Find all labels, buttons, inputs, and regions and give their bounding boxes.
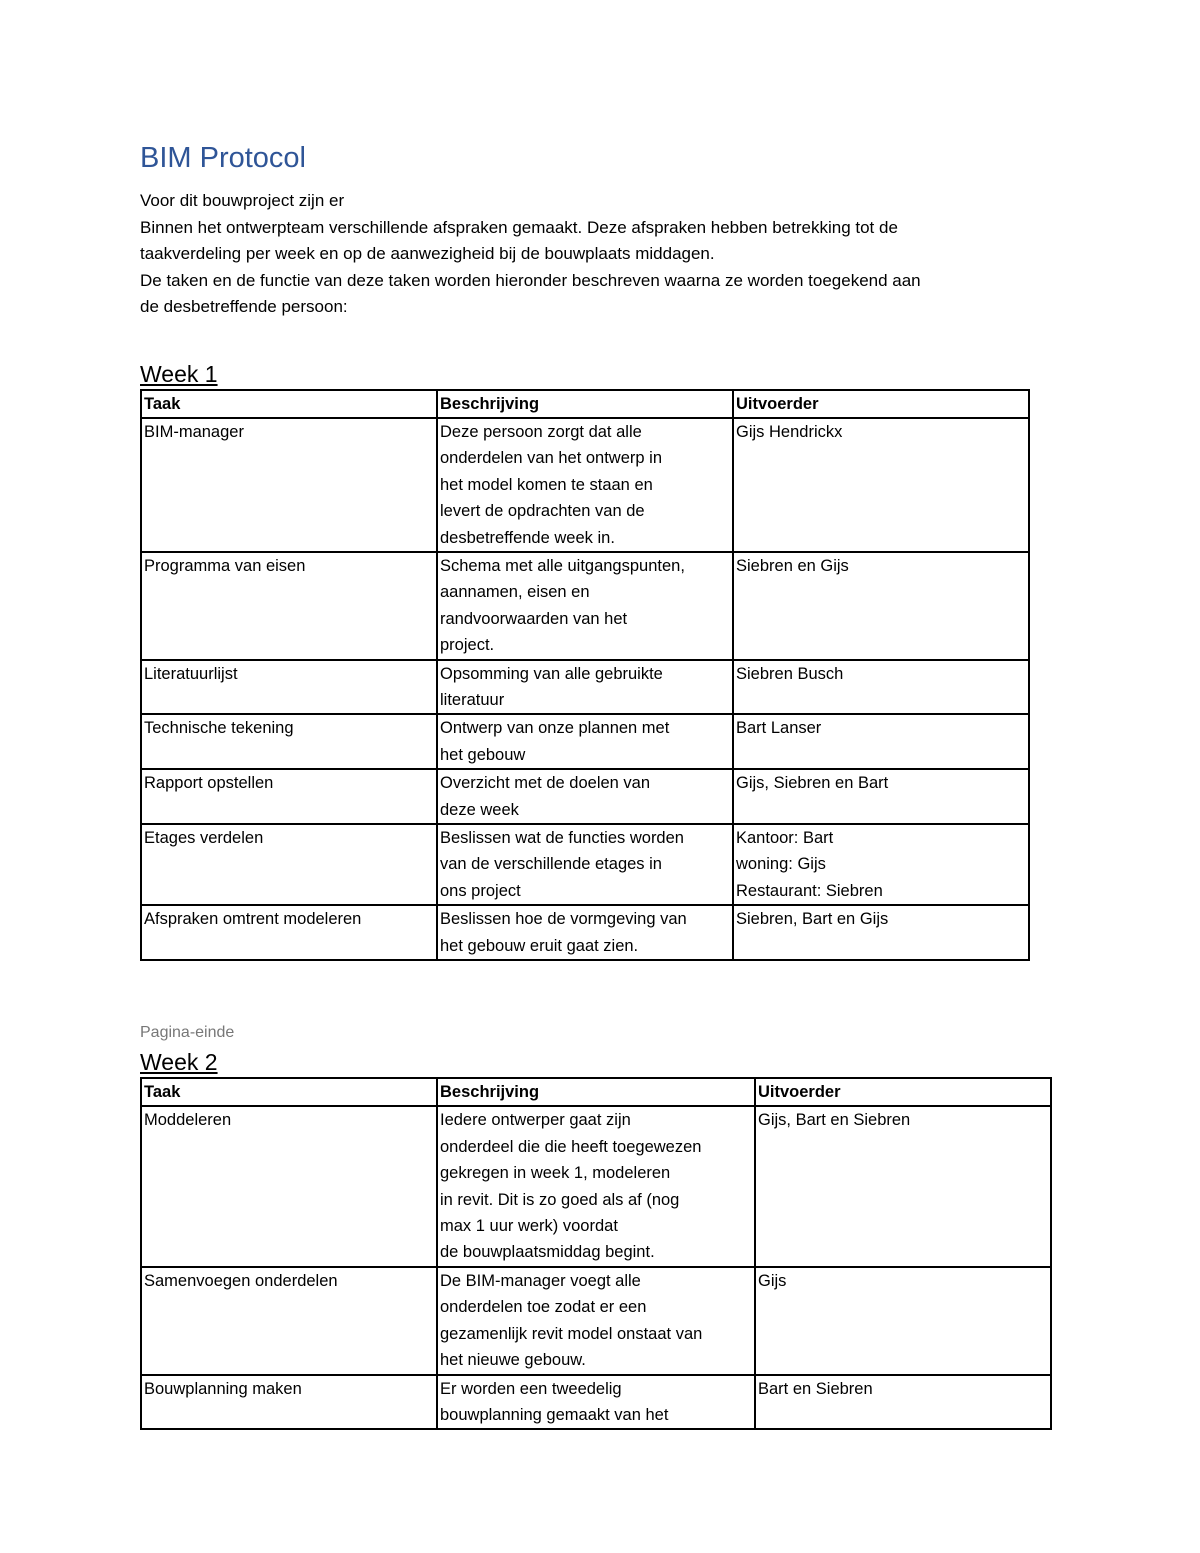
cell-uitvoerder bbox=[733, 769, 1029, 824]
cell-text-line: onderdelen van het ontwerp in bbox=[440, 449, 662, 468]
cell-text-line: Beslissen hoe de vormgeving van bbox=[440, 910, 687, 929]
cell-uitvoerder bbox=[733, 714, 1029, 769]
cell-text-line: De BIM-manager voegt alle bbox=[440, 1271, 641, 1290]
cell-text-line: max 1 uur werk) voordat bbox=[440, 1217, 618, 1236]
page-break-label: Pagina-einde bbox=[140, 1024, 235, 1042]
table-row bbox=[141, 1267, 1051, 1375]
cell-text-line: het model komen te staan en bbox=[440, 475, 653, 494]
cell-text-line: bouwplanning gemaakt van het bbox=[440, 1405, 669, 1424]
cell-text-line: Moddeleren bbox=[144, 1111, 232, 1130]
cell-uitvoerder bbox=[733, 824, 1029, 905]
cell-text-line: van de verschillende etages in bbox=[440, 855, 662, 874]
week1-table bbox=[140, 389, 1030, 962]
cell-uitvoerder bbox=[733, 905, 1029, 960]
cell-text-line: Schema met alle uitgangspunten, bbox=[440, 556, 685, 575]
intro-line: Binnen het ontwerpteam verschillende afspraken gemaakt. Deze afspraken hebben betrekking tot de bbox=[140, 217, 898, 237]
cell-text-line: Gijs, Bart en Siebren bbox=[758, 1111, 911, 1130]
table-row bbox=[141, 905, 1029, 960]
cell-text-line: BIM-manager bbox=[144, 422, 244, 441]
cell-taak bbox=[141, 660, 437, 715]
cell-text-line: de bouwplaatsmiddag begint. bbox=[440, 1243, 655, 1262]
cell-beschrijving bbox=[437, 552, 733, 660]
header-beschrijving: Beschrijving bbox=[437, 390, 733, 418]
table-row bbox=[141, 552, 1029, 660]
cell-text-line: Etages verdelen bbox=[144, 829, 264, 847]
cell-text-line: Bart en Siebren bbox=[758, 1379, 873, 1398]
document-page bbox=[140, 138, 1060, 1430]
table-row bbox=[141, 769, 1029, 824]
cell-taak bbox=[141, 1267, 437, 1375]
table-header-row bbox=[141, 390, 1029, 418]
cell-text-line: Samenvoegen onderdelen bbox=[144, 1271, 338, 1290]
cell-text-line: Bouwplanning maken bbox=[144, 1379, 302, 1398]
cell-text-line: woning: Gijs bbox=[736, 855, 826, 874]
cell-text-line: Rapport opstellen bbox=[144, 774, 274, 793]
header-uitvoerder: Uitvoerder bbox=[733, 390, 1029, 418]
cell-text-line: Ontwerp van onze plannen met bbox=[440, 719, 670, 738]
cell-beschrijving bbox=[437, 1267, 755, 1375]
cell-text-line: Kantoor: Bart bbox=[736, 829, 834, 847]
cell-text-line: gezamenlijk revit model onstaat van bbox=[440, 1324, 703, 1343]
cell-text-line: Deze persoon zorgt dat alle bbox=[440, 422, 642, 441]
cell-beschrijving bbox=[437, 824, 733, 905]
cell-text-line: Bart Lanser bbox=[736, 719, 822, 738]
cell-text-line: randvoorwaarden van het bbox=[440, 609, 628, 628]
cell-text-line: onderdelen toe zodat er een bbox=[440, 1298, 647, 1317]
intro-line: taakverdeling per week en op de aanwezigheid bij de bouwplaats middagen. bbox=[140, 244, 715, 263]
cell-text-line: het nieuwe gebouw. bbox=[440, 1351, 586, 1370]
cell-uitvoerder bbox=[755, 1106, 1051, 1266]
cell-text-line: gekregen in week 1, modeleren bbox=[440, 1164, 671, 1183]
cell-text-line: Literatuurlijst bbox=[144, 664, 238, 683]
cell-beschrijving bbox=[437, 1106, 755, 1266]
cell-beschrijving bbox=[437, 418, 733, 552]
header-beschrijving: Beschrijving bbox=[437, 1078, 755, 1106]
week2-heading: Week 2 bbox=[140, 1049, 218, 1076]
intro-line: de desbetreffende persoon: bbox=[140, 297, 348, 316]
cell-taak bbox=[141, 714, 437, 769]
cell-taak bbox=[141, 418, 437, 552]
header-uitvoerder: Uitvoerder bbox=[755, 1078, 1051, 1106]
cell-uitvoerder bbox=[755, 1267, 1051, 1375]
cell-beschrijving bbox=[437, 714, 733, 769]
cell-taak bbox=[141, 1106, 437, 1266]
cell-beschrijving bbox=[437, 769, 733, 824]
cell-text-line: Gijs, Siebren en Bart bbox=[736, 774, 889, 793]
cell-text-line: literatuur bbox=[440, 690, 505, 709]
cell-beschrijving bbox=[437, 660, 733, 715]
cell-text-line: Gijs bbox=[758, 1271, 787, 1290]
cell-text-line: Gijs Hendrickx bbox=[736, 422, 843, 441]
cell-taak bbox=[141, 552, 437, 660]
cell-text-line: Siebren en Gijs bbox=[736, 556, 849, 575]
cell-taak bbox=[141, 905, 437, 960]
cell-text-line: het gebouw bbox=[440, 745, 526, 764]
cell-text-line: Beslissen wat de functies worden bbox=[440, 829, 684, 847]
header-taak: Taak bbox=[141, 1078, 437, 1106]
intro-line: De taken en de functie van deze taken worden hieronder beschreven waarna ze worden toegekend aan bbox=[140, 270, 921, 290]
cell-text-line: Overzicht met de doelen van bbox=[440, 774, 651, 793]
cell-text-line: project. bbox=[440, 636, 495, 655]
cell-text-line: onderdeel die die heeft toegewezen bbox=[440, 1137, 702, 1156]
week1-heading: Week 1 bbox=[140, 360, 218, 387]
cell-text-line: in revit. Dit is zo goed als af (nog bbox=[440, 1190, 680, 1209]
cell-text-line: het gebouw eruit gaat zien. bbox=[440, 936, 639, 955]
table-row bbox=[141, 418, 1029, 552]
cell-text-line: Er worden een tweedelig bbox=[440, 1379, 622, 1398]
cell-text-line: Technische tekening bbox=[144, 719, 294, 738]
cell-taak bbox=[141, 824, 437, 905]
cell-beschrijving bbox=[437, 1375, 755, 1430]
cell-text-line: Programma van eisen bbox=[144, 556, 306, 575]
header-taak: Taak bbox=[141, 390, 437, 418]
cell-beschrijving bbox=[437, 905, 733, 960]
cell-text-line: Siebren, Bart en Gijs bbox=[736, 910, 889, 929]
intro-line: Voor dit bouwproject zijn er bbox=[140, 191, 345, 210]
cell-text-line: levert de opdrachten van de bbox=[440, 502, 645, 521]
cell-text-line: Siebren Busch bbox=[736, 664, 844, 683]
cell-uitvoerder bbox=[733, 552, 1029, 660]
intro-text bbox=[140, 188, 1060, 321]
table-row bbox=[141, 660, 1029, 715]
table-row bbox=[141, 824, 1029, 905]
table-row bbox=[141, 714, 1029, 769]
week2-table bbox=[140, 1077, 1052, 1430]
table-row bbox=[141, 1375, 1051, 1430]
document-title: BIM Protocol bbox=[140, 142, 306, 174]
table-header-row bbox=[141, 1078, 1051, 1106]
cell-uitvoerder bbox=[733, 660, 1029, 715]
cell-uitvoerder bbox=[733, 418, 1029, 552]
cell-text-line: desbetreffende week in. bbox=[440, 528, 615, 547]
cell-text-line: Afspraken omtrent modeleren bbox=[144, 910, 362, 929]
cell-text-line: Restaurant: Siebren bbox=[736, 881, 883, 900]
cell-uitvoerder bbox=[755, 1375, 1051, 1430]
cell-taak bbox=[141, 1375, 437, 1430]
table-row bbox=[141, 1106, 1051, 1266]
cell-text-line: Iedere ontwerper gaat zijn bbox=[440, 1111, 631, 1130]
cell-text-line: aannamen, eisen en bbox=[440, 583, 590, 602]
cell-text-line: deze week bbox=[440, 800, 519, 819]
cell-text-line: ons project bbox=[440, 881, 521, 900]
cell-text-line: Opsomming van alle gebruikte bbox=[440, 664, 663, 683]
cell-taak bbox=[141, 769, 437, 824]
